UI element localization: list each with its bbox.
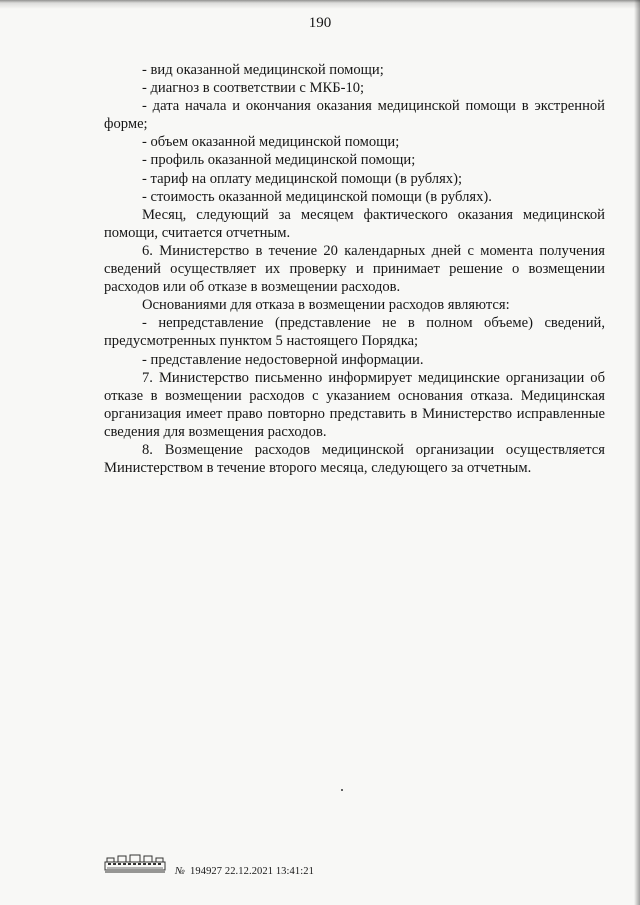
scan-edge-top	[0, 0, 640, 10]
paragraph: 8. Возмещение расходов медицинской организации осуществляется Министерством в течение второго месяца, следующего за отчетным.	[104, 441, 605, 477]
page-number: 190	[308, 15, 332, 31]
paragraph: - дата начала и окончания оказания медицинской помощи в экстренной форме;	[104, 98, 605, 133]
paragraph: Основаниями для отказа в возмещении расходов являются:	[142, 297, 510, 314]
paragraph: - вид оказанной медицинской помощи;	[142, 62, 384, 78]
registration-mark: №	[175, 866, 186, 877]
document-body	[104, 61, 605, 477]
scan-speck	[341, 789, 343, 791]
paragraph: - непредставление (представление не в полном объеме) сведений, предусмотренных пунктом 5 настоящего Порядка;	[104, 315, 605, 350]
registration-number-date: 194927 22.12.2021 13:41:21	[190, 866, 314, 877]
paragraph: - тариф на оплату медицинской помощи (в рублях);	[142, 170, 463, 187]
scan-edge-right	[634, 0, 640, 905]
paragraph: - профиль оказанной медицинской помощи;	[142, 152, 416, 169]
paragraph: 6. Министерство в течение 20 календарных дней с момента получения сведений осуществляет их проверку и принимает решение о возмещении расходов или об отказе в возмещении расходов.	[104, 242, 605, 296]
paragraph: - диагноз в соответствии с МКБ-10;	[142, 80, 365, 97]
paragraph: Месяц, следующий за месяцем фактического оказания медицинской помощи, считается отчетным.	[104, 206, 605, 241]
registration-stamp	[175, 866, 314, 877]
registry-logo-icon	[104, 853, 166, 873]
paragraph: - стоимость оказанной медицинской помощи (в рублях).	[142, 188, 492, 205]
paragraph: - объем оказанной медицинской помощи;	[142, 134, 400, 151]
paragraph: 7. Министерство письменно информирует медицинские организации об отказе в возмещении расходов с указанием основания отказа. Медицинская организация имеет право повторно представить в Министерство исправленные сведения для возмещения расходов.	[104, 369, 605, 440]
paragraph: - представление недостоверной информации.	[142, 351, 424, 368]
